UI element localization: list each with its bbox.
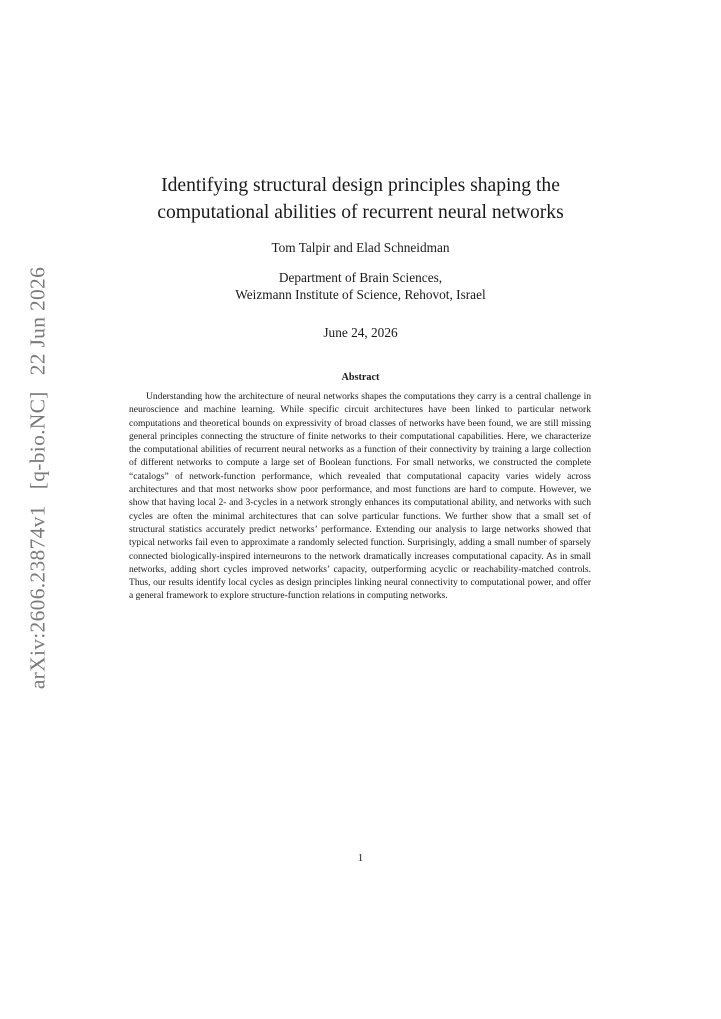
paper-date: June 24, 2026 <box>323 325 398 340</box>
title-line-2: computational abilities of recurrent neural networks <box>157 202 564 223</box>
arxiv-id: arXiv:2606.23874v1 <box>25 505 50 690</box>
affiliation-line-1: Department of Brain Sciences, <box>278 270 443 285</box>
arxiv-category: [q-bio.NC] <box>25 391 50 490</box>
arxiv-identifier-stamp <box>26 267 51 689</box>
abstract-heading: Abstract <box>341 372 380 383</box>
abstract-text: Understanding how the architecture of neural networks shapes the computations they carry is a central challenge in neuroscience and machine learning. While specific circuit architectures have been linked to particular network computations and theoretical bounds on expressivity of broad classes of networks have been found, we are still missing general principles connecting the structure of finite networks to their computational capabilities. Here, we characterize the computational abilities of recurrent neural networks as a function of their connectivity by training a large collection of different networks to compute a large set of Boolean functions. For small networks, we constructed the complete “catalogs” of network-function performance, which revealed that computational capacity varies widely across architectures and that most networks show poor performance, and most functions are hard to compute. However, we show that having local 2- and 3-cycles in a network strongly enhances its computational ability, and networks with such cycles are often the minimal architectures that can solve particular functions. We further show that a small set of structural statistics accurately predict networks’ performance. Extending our analysis to large networks showed that typical networks fail even to approximate a randomly selected function. Surprisingly, adding a small number of sparsely connected biologically-inspired interneurons to the network dramatically increases computational capacity. As in small networks, adding short cycles improved networks’ capacity, outperforming acyclic or reachability-matched controls. Thus, our results identify local cycles as design principles linking neural connectivity to computational power, and offer a general framework to explore structure-function relations in computing networks. <box>129 391 591 602</box>
title-line-1: Identifying structural design principles shaping the <box>161 175 560 196</box>
arxiv-date: 22 Jun 2026 <box>25 266 50 376</box>
page-number: 1 <box>357 852 364 864</box>
paper-affiliation <box>60 269 661 303</box>
paper-title <box>60 172 661 226</box>
paper-authors: Tom Talpir and Elad Schneidman <box>271 240 450 255</box>
affiliation-line-2: Weizmann Institute of Science, Rehovot, Israel <box>235 287 486 302</box>
